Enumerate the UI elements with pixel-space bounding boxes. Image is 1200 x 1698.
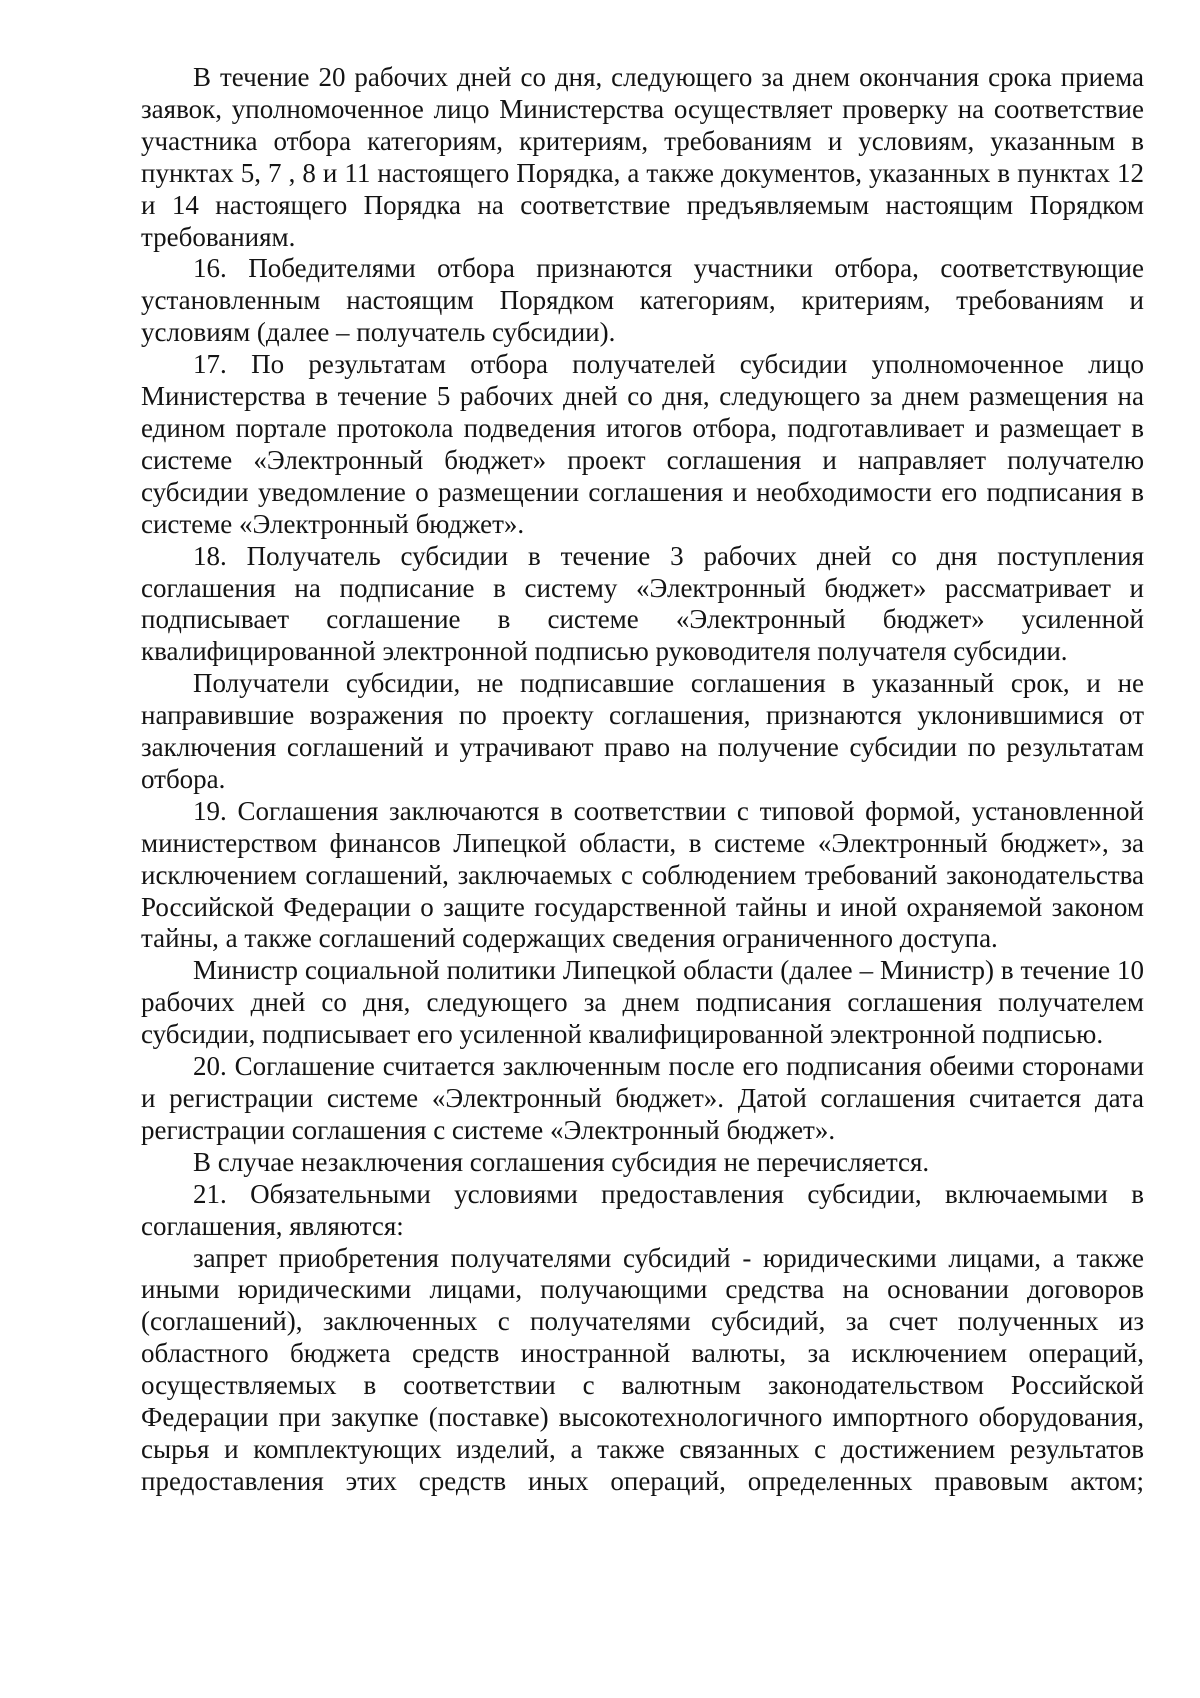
paragraph-21-mandatory-conditions: 21. Обязательными условиями предоставления субсидии, включаемыми в соглашения, являются: <box>141 1178 1144 1241</box>
paragraph-16-selection-winners: 16. Победителями отбора признаются участники отбора, соответствующие установленным настоящим Порядком категориям, критериям, требованиям и условиям (далее – получатель субсидии). <box>141 253 1144 348</box>
paragraph-foreign-currency-ban: запрет приобретения получателями субсидий - юридическими лицами, а также иными юридическими лицами, получающими средства на основании договоров (соглашений), заключенных с получателями субсидий, за счет полученных из областного бюджета средств иностранной валюты, за исключением операций, осуществляемых в соответствии с валютным законодательством Российской Федерации при закупке (поставке) высокотехнологичного импортного оборудования, сырья и комплектующих изделий, а также связанных с достижением результатов предоставления этих средств иных операций, определенных правовым актом; <box>141 1242 1144 1496</box>
paragraph-18-agreement-signing: 18. Получатель субсидии в течение 3 рабочих дней со дня поступления соглашения на подписание в систему «Электронный бюджет» рассматривает и подписывает соглашение в системе «Электронный бюджет» усиленной квалифицированной электронной подписью руководителя получателя субсидии. <box>141 540 1144 667</box>
paragraph-minister-signature: Министр социальной политики Липецкой области (далее – Министр) в течение 10 рабочих дней со дня, следующего за днем подписания соглашения получателем субсидии, подписывает его усиленной квалифицированной электронной подписью. <box>141 955 1144 1050</box>
paragraph-20-agreement-concluded: 20. Соглашение считается заключенным после его подписания обеими сторонами и регистрации системе «Электронный бюджет». Датой соглашения считается дата регистрации соглашения с системе «Электронный бюджет». <box>141 1051 1144 1145</box>
paragraph-19-agreement-form: 19. Соглашения заключаются в соответствии с типовой формой, установленной министерством финансов Липецкой области, в системе «Электронный бюджет», за исключением соглашений, заключаемых с соблюдением требований законодательства Российской Федерации о защите государственной тайны и иной охраняемой законом тайны, а также соглашений содержащих сведения ограниченного доступа. <box>141 795 1144 954</box>
paragraph-17-draft-agreement: 17. По результатам отбора получателей субсидии уполномоченное лицо Министерства в течение 5 рабочих дней со дня, следующего за днем размещения на едином портале протокола подведения итогов отбора, подготавливает и размещает в системе «Электронный бюджет» проект соглашения и направляет получателю субсидии уведомление о размещении соглашения и необходимости его подписания в системе «Электронный бюджет». <box>141 349 1144 539</box>
paragraph-no-agreement-no-subsidy: В случае незаключения соглашения субсидия не перечисляется. <box>193 1146 930 1177</box>
paragraph-review-of-applications: В течение 20 рабочих дней со дня, следующего за днем окончания срока приема заявок, уполномоченное лицо Министерства осуществляет проверку на соответствие участника отбора категориям, критериям, требованиям и условиям, указанным в пунктах 5, 7 , 8 и 11 настоящего Порядка, а также документов, указанных в пунктах 12 и 14 настоящего Порядка на соответствие предъявляемым настоящим Порядком требованиям. <box>141 62 1144 252</box>
document-body <box>141 62 1144 1498</box>
paragraph-unsigned-recipients: Получатели субсидии, не подписавшие соглашения в указанный срок, и не направившие возражения по проекту соглашения, признаются уклонившимися от заключения соглашений и утрачивают право на получение субсидии по результатам отбора. <box>141 668 1144 794</box>
